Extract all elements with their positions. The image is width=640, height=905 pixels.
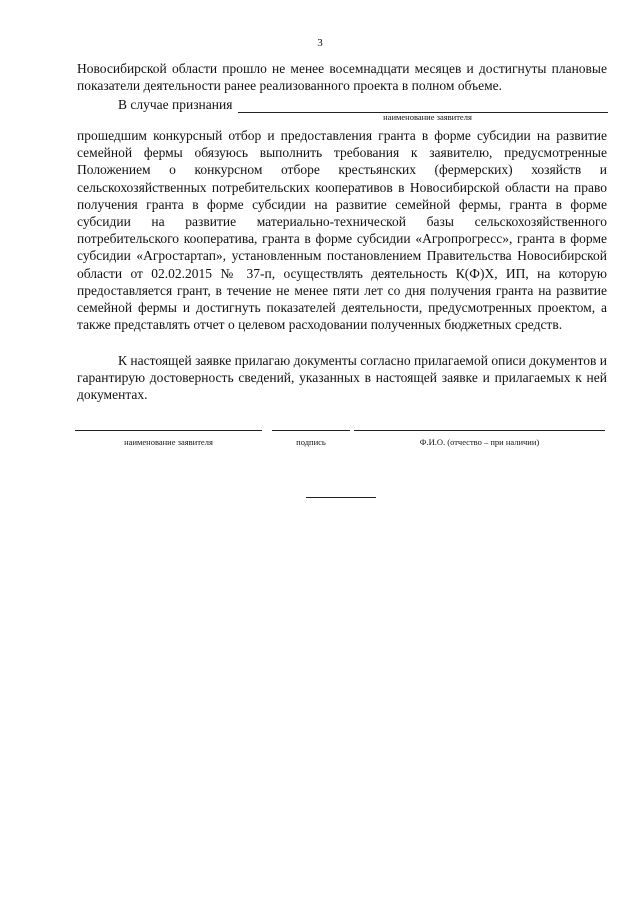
paragraph-text: К настоящей заявке прилагаю документы согласно прилагаемой описи документов и гарантирую достоверность сведений, указанных в настоящей заявке и прилагаемых к ней документах. [77,353,607,403]
signature-line[interactable] [272,430,350,431]
paragraph-text: Новосибирской области прошло не менее восемнадцати месяцев и достигнуты плановые показатели деятельности ранее реализованного проекта в полном объеме. [77,61,607,94]
end-of-document-rule [306,497,376,498]
obligations-paragraph [77,127,607,333]
page-number: 3 [317,37,323,49]
signature-caption: подпись [296,437,326,447]
applicant-name-signature-caption: наименование заявителя [124,437,213,447]
case-lead-text: В случае признания [118,97,233,112]
applicant-name-signature-line[interactable] [75,430,262,431]
full-name-line[interactable] [354,430,605,431]
attachments-paragraph [77,352,607,404]
full-name-caption: Ф.И.О. (отчество – при наличии) [419,437,540,447]
signature-block [75,430,605,431]
applicant-name-line [118,96,608,113]
paragraph-continuation [77,60,607,94]
applicant-name-caption: наименование заявителя [383,112,472,122]
paragraph-text: прошедшим конкурсный отбор и предоставления гранта в форме субсидии на развитие семейной фермы обязуюсь выполнить требования к заявителю, предусмотренные Положением о конкурсном отборе крестьянских (фермерских) хозяйств и сельскохозяйственных потребительских кооперативов в Новосибирской области на право получения гранта в форме субсидии на развитие семейной фермы, гранта в форме субсидии на развитие материально-технической базы сельскохозяйственного потребительского кооператива, гранта в форме субсидии «Агропрогресс», гранта в форме субсидии «Агростартап», установленным постановлением Правительства Новосибирской области от 02.02.2015 № 37-п, осуществлять деятельность К(Ф)Х, ИП, на которую предоставляется грант, в течение не менее пяти лет со дня получения гранта на развитие семейной фермы и достигнуть показателей деятельности, предусмотренных проектом, а также представлять отчет о целевом расходовании полученных бюджетных средств. [77,128,607,333]
